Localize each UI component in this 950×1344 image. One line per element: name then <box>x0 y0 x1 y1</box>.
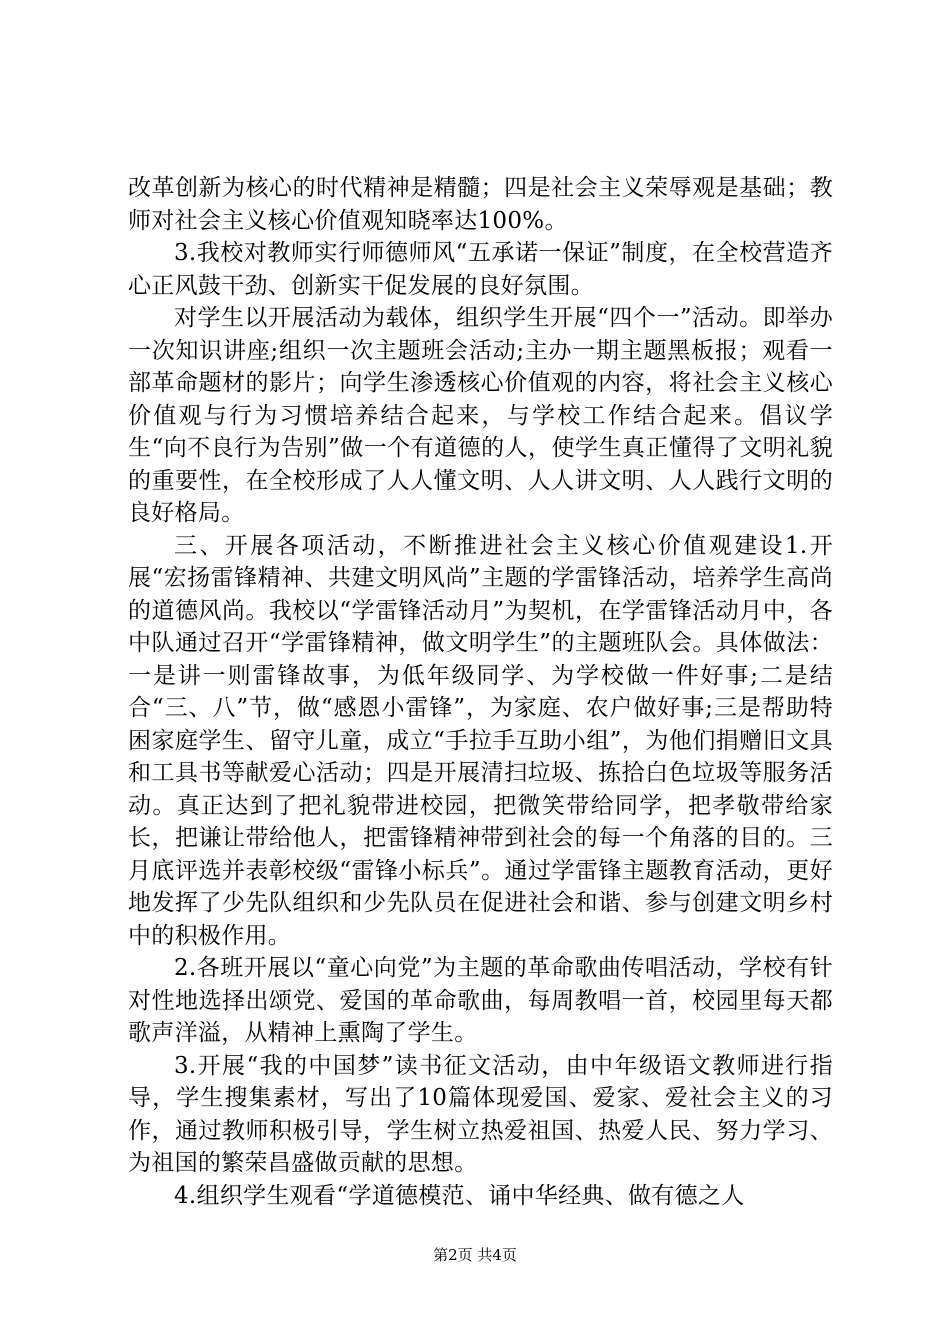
paragraph-section-three: 三、开展各项活动，不断推进社会主义核心价值观建设1.开展“宏扬雷锋精神、共建文明风尚”主题的学雷锋活动，培养学生高尚的道德风尚。我校以“学雷锋活动月”为契机，在学雷锋活动月中，各中队通过召开“学雷锋精神，做文明学生”的主题班队会。具体做法：一是讲一则雷锋故事，为低年级同学、为学校做一件好事;二是结合“三、八”节，做“感恩小雷锋”，为家庭、农户做好事;三是帮助特困家庭学生、留守儿童，成立“手拉手互助小组”，为他们捐赠旧文具和工具书等献爱心活动；四是开展清扫垃圾、拣拾白色垃圾等服务活动。真正达到了把礼貌带进校园，把微笑带给同学，把孝敬带给家长，把谦让带给他人，把雷锋精神带到社会的每一个角落的目的。三月底评选并表彰校级“雷锋小标兵”。通过学雷锋主题教育活动，更好地发挥了少先队组织和少先队员在促进社会和谐、参与创建文明乡村中的积极作用。 <box>128 532 833 949</box>
paragraph-watch-activity: 4.组织学生观看“学道德模范、诵中华经典、做有德之人 <box>174 1182 745 1209</box>
paragraph-student-activities: 对学生以开展活动为载体，组织学生开展“四个一”活动。即举办一次知识讲座;组织一次主题班会活动;主办一期主题黑板报；观看一部革命题材的影片；向学生渗透核心价值观的内容，将社会主义核心价值观与行为习惯培养结合起来，与学校工作结合起来。倡议学生“向不良行为告别”做一个有道德的人，使学生真正懂得了文明礼貌的重要性，在全校形成了人人懂文明、人人讲文明、人人践行文明的良好格局。 <box>128 305 833 526</box>
document-body <box>128 172 833 1212</box>
paragraph-essay-activity: 3.开展“我的中国梦”读书征文活动，由中年级语文教师进行指导，学生搜集素材，写出了10篇体现爱国、爱家、爱社会主义的习作，通过教师积极引导，学生树立热爱祖国、热爱人民、努力学习、为祖国的繁荣昌盛做贡献的思想。 <box>128 1052 833 1176</box>
page-footer: 第2页 共4页 <box>433 1246 517 1264</box>
paragraph-continuation: 改革创新为核心的时代精神是精髓；四是社会主义荣辱观是基础；教师对社会主义核心价值观知晓率达100%。 <box>128 175 833 234</box>
paragraph-song-activity: 2.各班开展以“童心向党”为主题的革命歌曲传唱活动，学校有针对性地选择出颂党、爱国的革命歌曲，每周教唱一首，校园里每天都歌声洋溢，从精神上熏陶了学生。 <box>128 955 833 1046</box>
paragraph-teacher-pledge: 3.我校对教师实行师德师风“五承诺一保证”制度，在全校营造齐心正风鼓干劲、创新实干促发展的良好氛围。 <box>128 240 833 299</box>
